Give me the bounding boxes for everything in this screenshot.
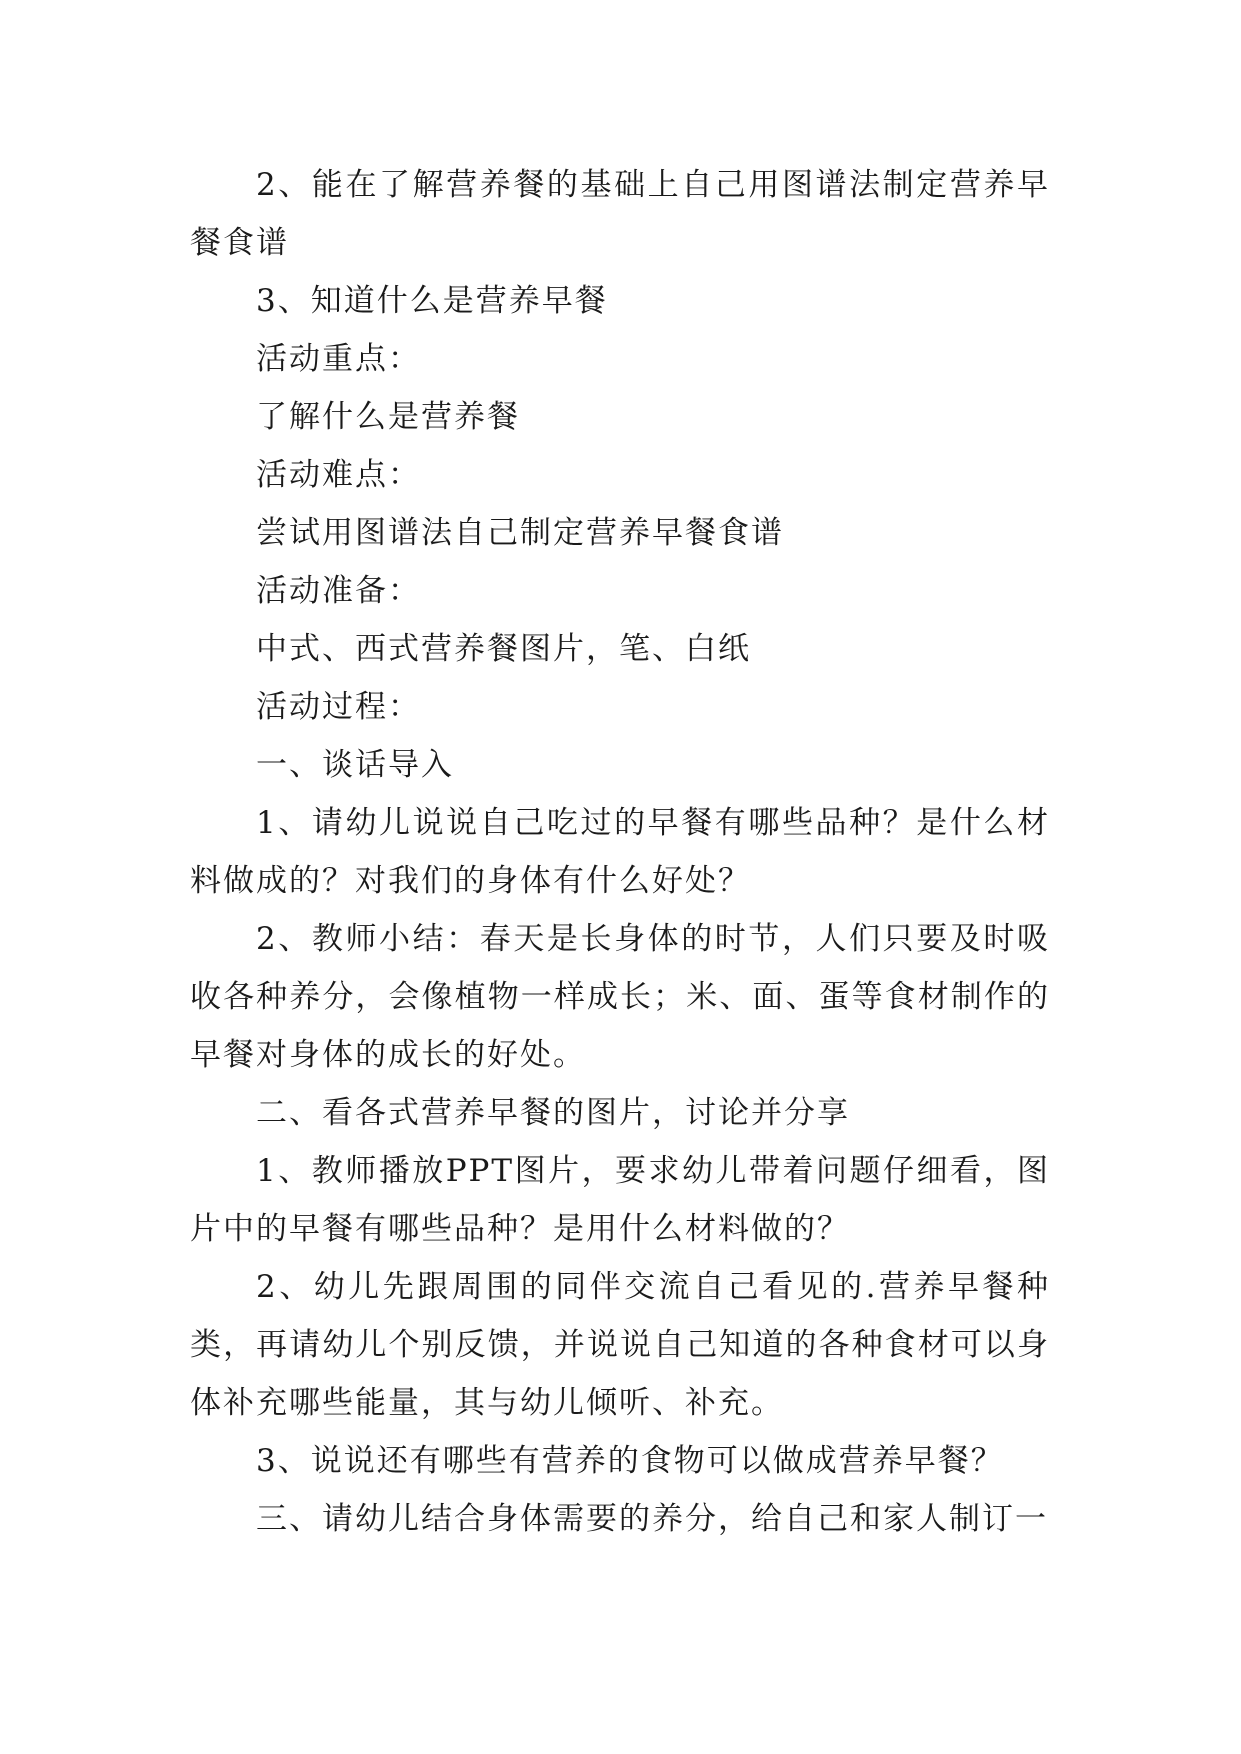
paragraph: 3、说说还有哪些有营养的食物可以做成营养早餐？: [256, 1443, 1004, 1479]
step-heading: 三、请幼儿结合身体需要的养分，给自己和家人制订一: [256, 1501, 1048, 1537]
paragraph: 2、幼儿先跟周围的同伴交流自己看见的.营养早餐种类，再请幼儿个别反馈，并说说自己知道的各种食材可以身体补充哪些能量，其与幼儿倾听、补充。: [190, 1269, 1050, 1421]
paragraph: 中式、西式营养餐图片，笔、白纸: [256, 631, 751, 667]
section-heading: 活动准备：: [256, 573, 421, 609]
paragraph: 2、能在了解营养餐的基础上自己用图谱法制定营养早餐食谱: [190, 167, 1050, 261]
paragraph: 尝试用图谱法自己制定营养早餐食谱: [256, 515, 784, 551]
paragraph: 2、教师小结：春天是长身体的时节，人们只要及时吸收各种养分，会像植物一样成长；米、面、蛋等食材制作的早餐对身体的成长的好处。: [190, 921, 1050, 1073]
step-heading: 二、看各式营养早餐的图片，讨论并分享: [256, 1095, 850, 1131]
section-heading: 活动难点：: [256, 457, 421, 493]
paragraph: 3、知道什么是营养早餐: [256, 283, 608, 319]
step-heading: 一、谈话导入: [256, 747, 454, 783]
paragraph: 1、教师播放PPT图片，要求幼儿带着问题仔细看，图片中的早餐有哪些品种？是用什么材料做的？: [190, 1153, 1050, 1247]
document-body: [190, 156, 1050, 1548]
paragraph: 了解什么是营养餐: [256, 399, 520, 435]
paragraph: 1、请幼儿说说自己吃过的早餐有哪些品种？是什么材料做成的？对我们的身体有什么好处？: [190, 805, 1050, 899]
section-heading: 活动重点：: [256, 341, 421, 377]
section-heading: 活动过程：: [256, 689, 421, 725]
